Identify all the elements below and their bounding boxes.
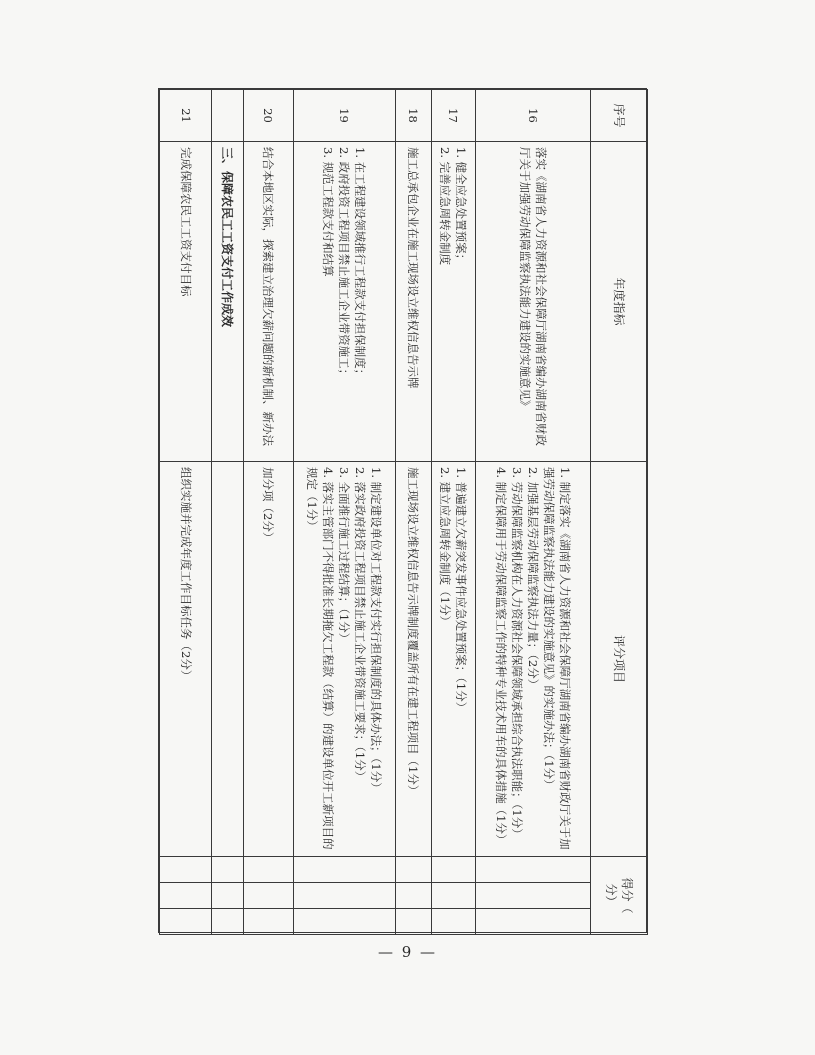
row-17-criteria-1: 1. 普遍建立欠薪突发事件应急处置预案；（1分） bbox=[454, 467, 469, 714]
row-19-indicator-3: 3. 规范工程款支付和结算 bbox=[321, 147, 336, 277]
table-row-20 bbox=[243, 90, 293, 935]
row-19-criteria-1: 1. 制定建设单位对工程款支付实行担保制度的具体办法；（1分） bbox=[369, 467, 384, 794]
header-criteria: 评分项目 bbox=[590, 462, 647, 857]
row-21-indicator: 完成保障农民工工资支付目标 bbox=[160, 142, 212, 462]
row-16-score-b bbox=[475, 883, 590, 909]
row-20-seq: 20 bbox=[243, 90, 293, 142]
table-row-16 bbox=[475, 90, 590, 935]
row-20-score-a bbox=[243, 857, 293, 883]
row-16-indicator: 落实《湖南省人力资源和社会保障厅湖南省编办湖南省财政厅关于加强劳动保障监察执法能力建设的实施意见》 bbox=[475, 142, 590, 462]
row-18-score-c bbox=[396, 909, 432, 935]
header-score: 得分（ 分） bbox=[590, 857, 647, 935]
row-16-score-a bbox=[475, 857, 590, 883]
page-number: — 9 — bbox=[377, 943, 438, 961]
row-19-score-c bbox=[293, 909, 395, 935]
row-17-indicator-1: 1. 健全应急处置预案； bbox=[454, 147, 469, 266]
row-19-score-b bbox=[293, 883, 395, 909]
row-20-indicator: 结合本地区实际，探索建立治理欠薪问题的新机制、新办法 bbox=[243, 142, 293, 462]
row-18-indicator: 施工总承包企业在施工现场设立维权信息告示牌 bbox=[396, 142, 432, 462]
section-row-seq bbox=[212, 90, 243, 142]
row-21-seq: 21 bbox=[160, 90, 212, 142]
row-16-score-c bbox=[475, 909, 590, 935]
table-row-21 bbox=[160, 90, 212, 935]
row-19-indicator-1: 1. 在工程建设领域推行工程款支付担保制度； bbox=[353, 147, 368, 381]
row-21-criteria: 组织实施并完成年度工作目标任务（2分） bbox=[160, 462, 212, 857]
row-19-criteria-4: 4. 落实主管部门不得批准长期拖欠工程款（结算）的建设单位开工新项目的规定（1分） bbox=[305, 467, 336, 850]
row-19-indicator bbox=[293, 142, 395, 462]
table-header-row bbox=[590, 90, 647, 935]
row-18-score-b bbox=[396, 883, 432, 909]
table-row-19 bbox=[293, 90, 395, 935]
row-16-criteria bbox=[475, 462, 590, 857]
row-20-score-c bbox=[243, 909, 293, 935]
row-17-criteria-2: 2. 建立应急周转金制度（1分） bbox=[438, 467, 453, 627]
row-17-indicator-2: 2. 完善应急周转金制度 bbox=[438, 147, 453, 266]
row-19-criteria-3: 3. 全面推行施工过程结算；（1分） bbox=[337, 467, 352, 645]
table-row-17 bbox=[431, 90, 475, 935]
row-19-indicator-2: 2. 政府投资工程项目禁止施工企业带资施工； bbox=[337, 147, 352, 381]
row-18-score-a bbox=[396, 857, 432, 883]
row-17-score-b bbox=[431, 883, 475, 909]
rotated-table-content bbox=[159, 89, 648, 938]
row-20-score-b bbox=[243, 883, 293, 909]
row-21-score-a bbox=[160, 857, 212, 883]
row-20-criteria: 加分项（2分） bbox=[243, 462, 293, 857]
row-17-score-c bbox=[431, 909, 475, 935]
row-21-score-b bbox=[160, 883, 212, 909]
header-indicator: 年度指标 bbox=[590, 142, 647, 462]
row-19-criteria bbox=[293, 462, 395, 857]
row-17-score-a bbox=[431, 857, 475, 883]
section-score-c bbox=[212, 909, 243, 935]
row-21-score-c bbox=[160, 909, 212, 935]
row-18-seq: 18 bbox=[396, 90, 432, 142]
section-score-a bbox=[212, 857, 243, 883]
section-score-b bbox=[212, 883, 243, 909]
row-16-seq: 16 bbox=[475, 90, 590, 142]
row-18-criteria: 施工现场设立维权信息告示牌制度覆盖所有在建工程项目（1分） bbox=[396, 462, 432, 857]
row-19-criteria-2: 2. 落实政府投资工程项目禁止施工企业带资施工要求；（1分） bbox=[353, 467, 368, 783]
row-17-criteria bbox=[431, 462, 475, 857]
row-16-criteria-4: 4. 制定保障用于劳动保障监察工作的特种专业技术用车的具体措施（1分） bbox=[493, 467, 508, 846]
row-17-seq: 17 bbox=[431, 90, 475, 142]
row-16-criteria-1: 1. 制定落实《湖南省人力资源和社会保障厅湖南省编办湖南省财政厅关于加强劳动保障监察执法能力建设的实施意见》的实施办法；（1分） bbox=[541, 467, 572, 850]
scoring-table bbox=[159, 89, 648, 938]
row-16-criteria-3: 3. 劳动保障监察机构在人力资源社会保障领域承担综合执法职能；（1分） bbox=[509, 467, 524, 840]
row-17-indicator bbox=[431, 142, 475, 462]
row-19-score-a bbox=[293, 857, 395, 883]
section-title: 三、保障农民工工资支付工作成效 bbox=[212, 142, 243, 462]
section-row-criteria bbox=[212, 462, 243, 857]
row-19-seq: 19 bbox=[293, 90, 395, 142]
header-seq: 序号 bbox=[590, 90, 647, 142]
rotated-table-frame bbox=[158, 88, 647, 938]
table-row-18 bbox=[396, 90, 432, 935]
table-section-row bbox=[212, 90, 243, 935]
row-16-criteria-2: 2. 加强基层劳动保障监察执法力量；（2分） bbox=[525, 467, 540, 691]
